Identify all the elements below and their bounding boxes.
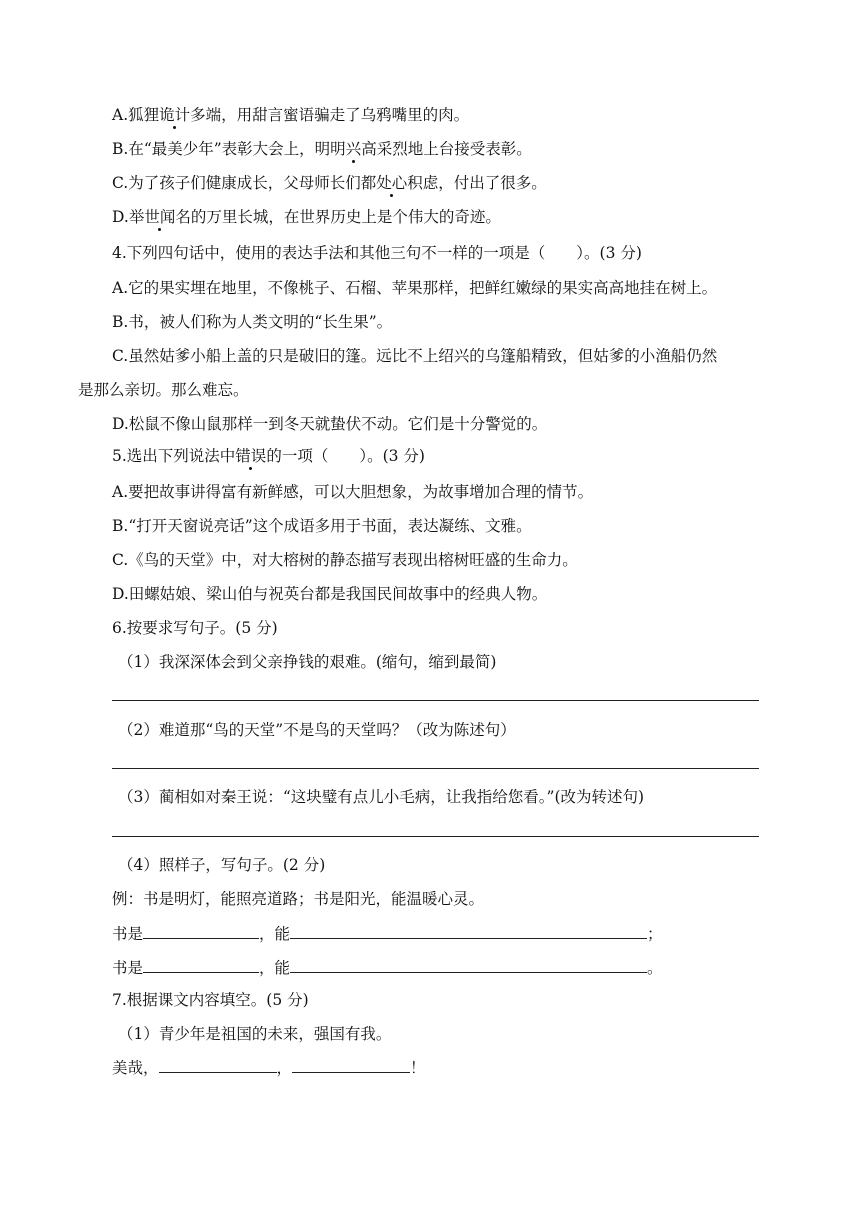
q6-sub3: （3）蔺相如对秦王说：“这块璧有点儿小毛病，让我指给您看。”(改为转述句) [118, 788, 645, 806]
q5-stem-after: 的一项（ ）。(3 分) [266, 447, 425, 465]
q3-option-c-marked: 处心 [376, 174, 408, 192]
q3-option-b-text-after: 高采烈地上台接受表彰。 [361, 140, 532, 158]
q6-sub2-answer-line[interactable] [112, 768, 759, 769]
fill-blank[interactable] [143, 958, 259, 973]
q5-stem-marked: 错误 [235, 447, 267, 465]
q6-fill-row-2 [112, 958, 663, 978]
fill-blank[interactable] [290, 958, 647, 973]
fill-label-shu-shi: 书是 [112, 925, 144, 943]
q6-sub3-answer-line[interactable] [112, 836, 759, 837]
fill-end-punct: 。 [647, 959, 663, 977]
q4-stem: 4.下列四句话中，使用的表达手法和其他三句不一样的一项是（ ）。(3 分) [112, 244, 642, 262]
q5-option-c: C.《鸟的天堂》中，对大榕树的静态描写表现出榕树旺盛的生命力。 [112, 551, 578, 569]
q5-option-b: B.“打开天窗说亮话”这个成语多用于书面，表达凝练、文雅。 [112, 517, 532, 535]
q6-sub4: （4）照样子，写句子。(2 分) [118, 856, 326, 874]
q6-fill-row-1 [112, 924, 663, 944]
q3-option-a-text-before: A.狐狸 [112, 106, 160, 124]
fill-label-shu-shi: 书是 [112, 959, 144, 977]
q3-option-d-marked: 举世闻名 [128, 208, 191, 226]
q3-option-d-text-after: 的万里长城，在世界历史上是个伟大的奇迹。 [190, 208, 501, 226]
q6-stem: 6.按要求写句子。(5 分) [112, 619, 278, 637]
q3-option-a [112, 105, 469, 125]
q4-option-b: B.书，被人们称为人类文明的“长生果”。 [112, 313, 393, 331]
q3-option-a-text-after: 多端，用甜言蜜语骗走了乌鸦嘴里的肉。 [190, 106, 470, 124]
q4-option-c-line2: 是那么亲切。那么难忘。 [78, 381, 249, 399]
q3-option-c-text-after: 积虑，付出了很多。 [407, 174, 547, 192]
q6-sub2: （2）难道那“鸟的天堂”不是鸟的天堂吗？（改为陈述句） [118, 721, 516, 739]
q7-stem: 7.根据课文内容填空。(5 分) [112, 991, 309, 1009]
q7-fill-row [112, 1058, 426, 1078]
q3-option-c-text-before: C.为了孩子们健康成长，父母师长们都 [112, 174, 377, 192]
fill-label-mei-zai: 美哉， [112, 1059, 159, 1077]
q4-option-a: A.它的果实埋在地里，不像桃子、石榴、苹果那样，把鲜红嫩绿的果实高高地挂在树上。 [112, 279, 718, 297]
fill-blank[interactable] [159, 1058, 277, 1073]
q7-sub1: （1）青少年是祖国的未来，强国有我。 [118, 1025, 392, 1043]
q5-option-d: D.田螺姑娘、梁山伯与祝英台都是我国民间故事中的经典人物。 [112, 585, 548, 603]
q3-option-d-text-before: D. [112, 208, 129, 226]
fill-end-punct: ； [647, 925, 663, 943]
fill-blank[interactable] [143, 924, 259, 939]
fill-comma: ， [276, 1059, 293, 1077]
q3-option-b-text-before: B.在“最美少年”表彰大会上，明明 [112, 140, 346, 158]
fill-blank[interactable] [292, 1058, 410, 1073]
q3-option-d [112, 207, 501, 227]
fill-end-punct: ！ [410, 1059, 426, 1077]
fill-label-neng: ，能 [259, 959, 291, 977]
q6-sub1: （1）我深深体会到父亲挣钱的艰难。(缩句，缩到最简) [118, 653, 497, 671]
q3-option-b-marked: 兴 [345, 140, 362, 158]
q4-option-c-line1: C.虽然姑爹小船上盖的只是破旧的篷。远比不上绍兴的乌篷船精致，但姑爹的小渔船仍然 [112, 347, 718, 365]
q3-option-b [112, 139, 532, 159]
q4-option-d: D.松鼠不像山鼠那样一到冬天就蛰伏不动。它们是十分警觉的。 [112, 415, 548, 433]
q6-example: 例：书是明灯，能照亮道路；书是阳光，能温暖心灵。 [112, 890, 485, 908]
q5-stem-before: 5.选出下列说法中 [112, 447, 236, 465]
q6-sub1-answer-line[interactable] [112, 700, 759, 701]
fill-blank[interactable] [290, 924, 647, 939]
q3-option-c [112, 173, 547, 193]
q3-option-a-marked: 诡计 [159, 106, 191, 124]
q5-option-a: A.要把故事讲得富有新鲜感，可以大胆想象，为故事增加合理的情节。 [112, 483, 594, 501]
fill-label-neng: ，能 [259, 925, 291, 943]
q5-stem [112, 446, 425, 466]
